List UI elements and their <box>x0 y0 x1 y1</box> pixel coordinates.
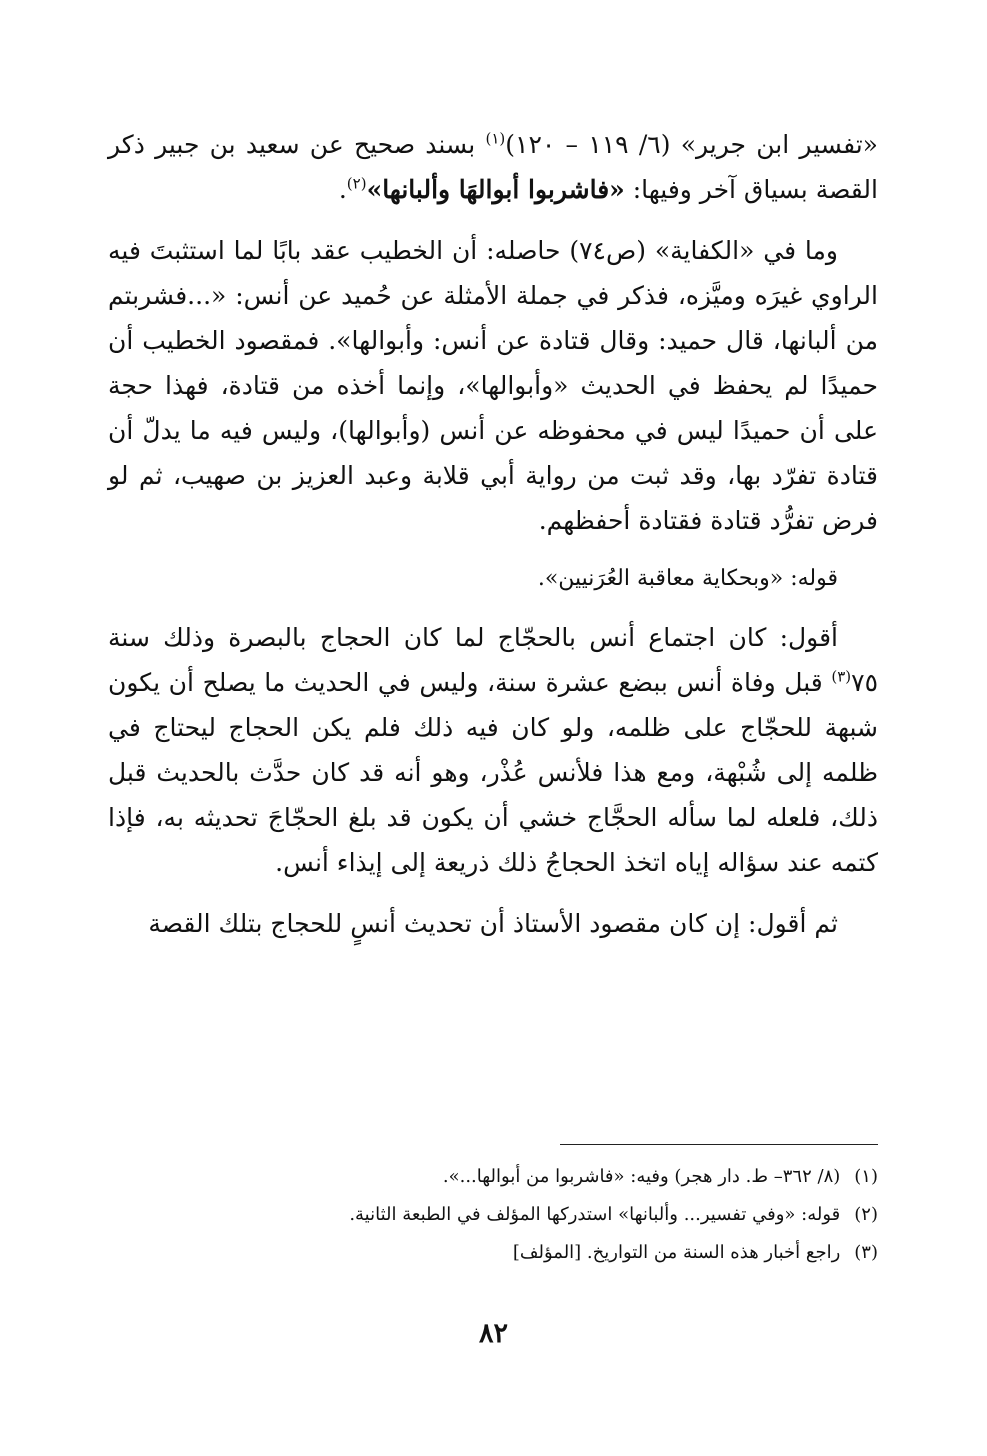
text-run: وما في «الكفاية» (ص٧٤) حاصله: أن الخطيب عقد بابًا لما استثبتَ فيه الراوي غيرَه وميَّزه، فذكر في جملة الأمثلة عن حُميد عن أنس: «...فشربتم من ألبانها، قال حميد: وقال قتادة عن أنس: وأبوالها». فمقصود الخطيب أن حميدًا لم يحفظ في الحديث «وأبوالها»، وإنما أخذه من قتادة، فهذا حجة على أن حميدًا ليس في محفوظه عن أنس (وأبوالها)، وليس فيه ما يدلّ أن قتادة تفرّد بها، وقد ثبت من رواية أبي قلابة وعبد العزيز بن صهيب، ثم لو فرض تفرُّد قتادة فقتادة أحفظهم. <box>108 236 878 535</box>
paragraph <box>108 228 878 543</box>
paragraph <box>108 901 878 946</box>
text-run: أقول: كان اجتماع أنس بالحجّاج لما كان الحجاج بالبصرة وذلك سنة ٧٥ <box>108 623 878 697</box>
footnote-text: قوله: «وفي تفسير... وألبانها» استدركها المؤلف في الطبعة الثانية. <box>349 1204 841 1225</box>
text-run: قبل وفاة أنس ببضع عشرة سنة، وليس في الحديث ما يصلح أن يكون شبهة للحجّاج على ظلمه، ولو كان فيه ذلك فلم يكن الحجاج ليحتاج في ظلمه إلى شُبْهة، ومع هذا فلأنس عُذْر، وهو أنه قد كان حدَّث بالحديث قبل ذلك، فلعله لما سأله الحجَّاج خشي أن يكون قد بلغ الحجّاجَ تحديثه به، فإذا كتمه عند سؤاله إياه اتخذ الحجاجُ ذلك ذريعة إلى إيذاء أنس. <box>108 668 878 877</box>
quoted-statement <box>108 559 878 599</box>
footnote-number: (١) <box>854 1166 878 1187</box>
footnote-number: (٣) <box>854 1242 878 1263</box>
emphasized-quote: «فاشربوا أبوالهَا وألبانها» <box>366 175 625 204</box>
text-run: ثم أقول: إن كان مقصود الأستاذ أن تحديث أنسٍ للحجاج بتلك القصة <box>148 909 838 938</box>
footnote <box>108 1234 878 1272</box>
footnote-text: (٨/ ٣٦٢– ط. دار هجر) وفيه: «فاشربوا من أبوالها...». <box>442 1166 841 1187</box>
footnote-separator <box>560 1144 878 1145</box>
footnote-marker: (٣) <box>831 667 852 686</box>
paragraph <box>108 122 878 212</box>
text-run: بسند صحيح عن سعيد بن جبير ذكر القصة بسياق آخر وفيها: <box>108 130 878 204</box>
text-run: قوله: «وبحكاية معاقبة العُرَنيين». <box>537 566 838 591</box>
footnote-marker: (١) <box>485 129 506 148</box>
footnote-text: راجع أخبار هذه السنة من التواريخ. [المؤلف] <box>512 1242 841 1263</box>
footnotes <box>108 1158 878 1272</box>
footnote <box>108 1196 878 1234</box>
page-number: ٨٢ <box>478 1318 508 1349</box>
main-text <box>108 122 878 946</box>
footnote-number: (٢) <box>854 1204 878 1225</box>
text-run: «تفسير ابن جرير» (٦/ ١١٩ – ١٢٠) <box>505 130 878 159</box>
text-run: . <box>338 175 347 204</box>
paragraph <box>108 615 878 885</box>
footnote-marker: (٢) <box>346 174 367 193</box>
footnote <box>108 1158 878 1196</box>
